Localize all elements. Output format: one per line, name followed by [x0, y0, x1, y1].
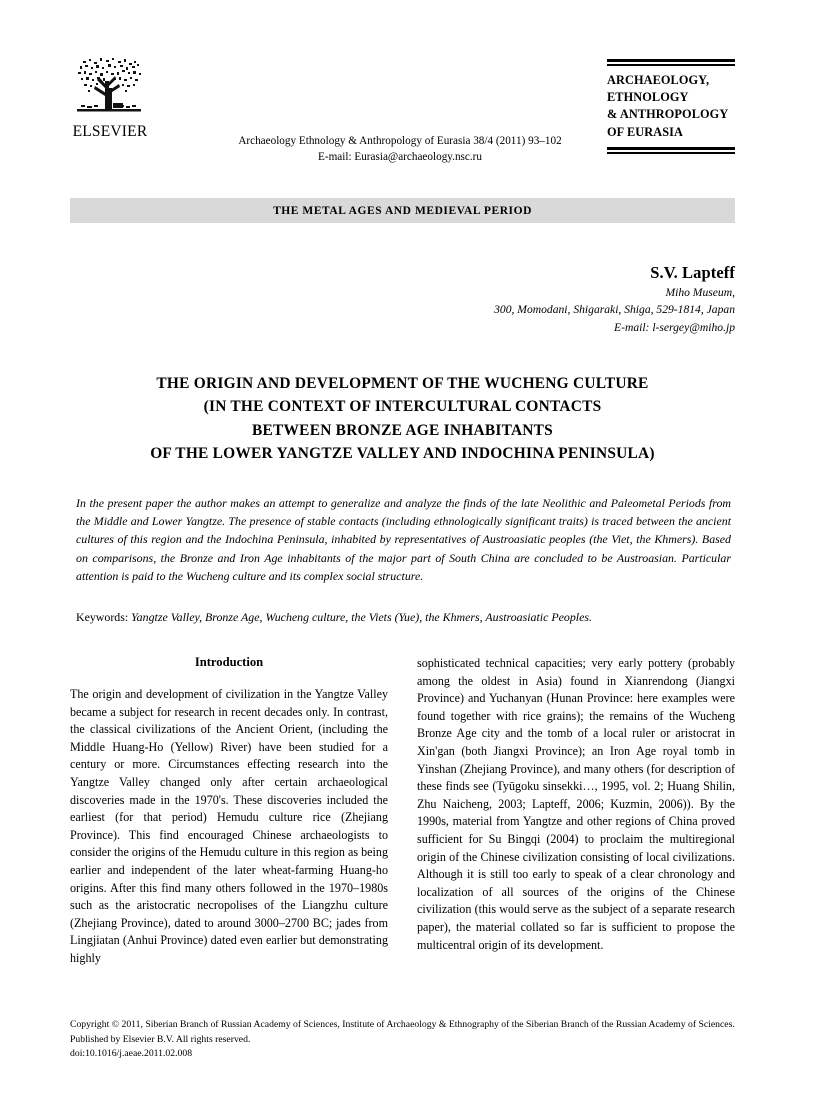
body-columns: [70, 655, 735, 968]
journal-citation-block: [180, 133, 620, 165]
copyright-notice: Copyright © 2011, Siberian Branch of Russian Academy of Sciences, Institute of Archaeology & Ethnography of the Siberian Branch of the Russian Academy of Sciences. Published by Elsevier B.V. All rights reserved.: [70, 1019, 735, 1045]
masthead-line-1: ARCHAEOLOGY,: [607, 72, 710, 87]
abstract-text: In the present paper the author makes an attempt to generalize and analyze the finds of the late Neolithic and Paleometal Periods from the Middle and Lower Yangtze. The presence of stable contacts (including ethnologically significant traits) is traced between the ancient cultures of this region and the Indochina Peninsula, inhabited by representatives of Austroasiatic peoples (the Viet, the Khmers). Based on comparisons, the Bronze and Iron Age inhabitants of the major part of South China are concluded to be Austroasian. Particular attention is paid to the Wucheng culture and its complex social structure.: [76, 496, 731, 583]
author-affiliation-line-2: 300, Momodani, Shigaraki, Shiga, 529-1814, Japan: [494, 303, 735, 317]
section-banner: [70, 198, 735, 223]
elsevier-wordmark: ELSEVIER: [72, 123, 148, 140]
doi-text: doi:10.1016/j.aeae.2011.02.008: [70, 1048, 193, 1060]
masthead-rule-bottom-thin: [607, 152, 735, 154]
journal-email-line: E-mail: Eurasia@archaeology.nsc.ru: [318, 151, 482, 164]
masthead-line-4: OF EURASIA: [607, 124, 684, 139]
keywords-line: [76, 609, 731, 627]
introduction-paragraph: The origin and development of civilization in the Yangtze Valley became a subject for research in recent decades only. In contrast, the classical civilizations of the Ancient Orient, (including the Middle Huang-Ho (Yellow) River) have been studied for a century or more. Circumstances effecting research into the Yangtze Valley changed only after certain archaeological discoveries made in the 1970's. These discoveries included the earliest (for that period) Hemudu culture rice (Zhejiang Province). This find encouraged Chinese archaeologists to consider the origins of the Hemudu culture in this region as being earlier and independent of the later wheat-farming Huang-ho origins. After this find many others followed in the 1970–1980s such as the aristocratic necropolises of the Liangzhu culture (Zhejiang Province), dated to around 3000–2700 BC; jades from Lingjiatan (Anhui Province) dated even earlier but demonstrating highly: [70, 687, 388, 966]
page-footer: [70, 1018, 735, 1062]
masthead-line-2: ETHNOLOGY: [607, 89, 689, 104]
title-line-2: (IN THE CONTEXT OF INTERCULTURAL CONTACTS: [203, 398, 602, 416]
title-line-3: BETWEEN BRONZE AGE INHABITANTS: [252, 421, 553, 439]
author-block: [315, 263, 735, 336]
section-banner-label: THE METAL AGES AND MEDIEVAL PERIOD: [273, 204, 532, 217]
journal-masthead: [607, 59, 735, 154]
masthead-rule-bottom-thick: [607, 147, 735, 150]
keywords-list: Yangtze Valley, Bronze Age, Wucheng culture, the Viets (Yue), the Khmers, Austroasiatic Peoples.: [131, 610, 592, 624]
body-column-left: [70, 655, 388, 968]
page-header: [70, 55, 735, 170]
elsevier-logo: [70, 55, 150, 140]
masthead-rule-top-thick: [607, 59, 735, 62]
journal-citation-line: Archaeology Ethnology & Anthropology of Eurasia 38/4 (2011) 93–102: [238, 135, 562, 147]
introduction-heading: Introduction: [194, 655, 264, 669]
author-name: S.V. Lapteff: [650, 263, 735, 282]
elsevier-tree-icon: [75, 55, 145, 123]
title-line-1: THE ORIGIN AND DEVELOPMENT OF THE WUCHENG CULTURE: [156, 375, 649, 392]
title-line-4: OF THE LOWER YANGTZE VALLEY AND INDOCHINA PENINSULA): [150, 445, 655, 463]
masthead-line-3: & ANTHROPOLOGY: [607, 107, 729, 122]
body-column-right: [417, 655, 735, 968]
body-paragraph-continued: sophisticated technical capacities; very early pottery (probably among the oldest in Asia) found in Xianrendong (Jiangxi Province) and Yuchanyan (Hunan Province: here examples were found together with rice grains); the remains of the Wucheng Bronze Age city and the tomb of a local ruler or aristocrat in Xin'gan (both Jiangxi Province); an Iron Age royal tomb in Yinshan (Zhejiang Province), and many others (for description of these finds see (Tyūgoku sinsekki…, 1995, vol. 2; Huang Shilin, Zhu Naicheng, 2003; Lapteff, 2006; Kuzmin, 2006)). By the 1990s, material from Yangtze and other regions of China proved sufficient for Su Bingqi (2004) to proclaim the multiregional origin of the Chinese civilization consisting of local civilizations. Although it is still too early to speak of a clear chronology and localization of all sources of the origins of the Chinese civilization (this would serve as the subject of a separate research paper), the material collated so far is sufficient to propose the multicentral origin of its development.: [417, 656, 735, 952]
page-title: [70, 372, 735, 466]
keywords-label: Keywords:: [76, 610, 132, 624]
author-email: E-mail: l-sergey@miho.jp: [614, 320, 735, 334]
author-affiliation-line-1: Miho Museum,: [665, 285, 735, 299]
masthead-title: [607, 66, 735, 148]
